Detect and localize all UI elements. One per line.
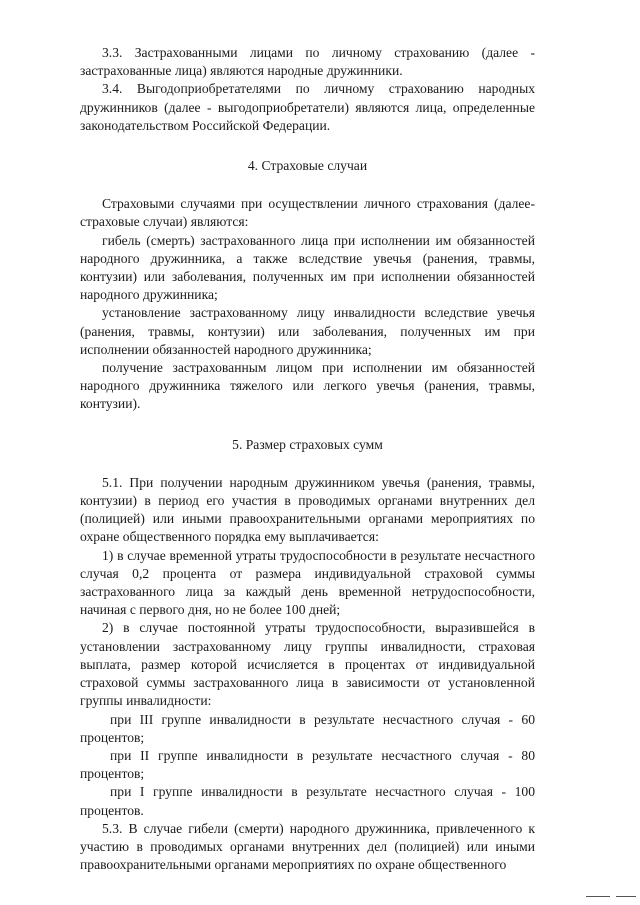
paragraph-5-1-item-2: 2) в случае постоянной утраты трудоспособности, выразившейся в установлении застрахованному лицу группы инвалидности, страховая выплата, размер которой исчисляется в процентах от индивидуальной страховой суммы застрахованного лица в зависимости от установленной группы инвалидности: [80,620,535,709]
paragraph-5-3: 5.3. В случае гибели (смерти) народного дружинника, привлеченного к участию в проводимых органами внутренних дел (полицией) или иными правоохранительными органами мероприятиях по охране общественного [80,820,535,873]
paragraph-5-1-item-1: 1) в случае временной утраты трудоспособности в результате несчастного случая 0,2 процента от размера индивидуальной страховой суммы застрахованного лица за каждый день временной нетрудоспособности, начиная с первого дня, но не более 100 дней; [80,547,535,618]
paragraph-event-death: гибель (смерть) застрахованного лица при исполнении им обязанностей народного дружинника, а также вследствие увечья (ранения, травмы, контузии) или заболевания, полученных им при исполнении обязанностей народного дружинника; [80,232,535,303]
scan-mark-left [586,896,610,897]
paragraph-insured-events-intro: Страховыми случаями при осуществлении личного страхования (далее- страховые случаи) являются: [80,196,535,230]
paragraph-group-2: при II группе инвалидности в результате несчастного случая - 80 процентов; [80,747,535,782]
section-5-title: 5. Размер страховых сумм [232,436,383,452]
paragraph-group-3: при III группе инвалидности в результате несчастного случая - 60 процентов; [80,711,535,745]
scan-mark-right [616,896,636,897]
paragraph-event-injury: получение застрахованным лицом при исполнении им обязанностей народного дружинника тяжелого или легкого увечья (ранения, травмы, контузии). [80,360,535,412]
paragraph-3-3: 3.3. Застрахованными лицами по личному страхованию (далее - застрахованные лица) являются народные дружинники. [80,45,535,79]
section-4-title: 4. Страховые случаи [247,158,368,174]
paragraph-5-1: 5.1. При получении народным дружинником увечья (ранения, травмы, контузии) в период его участия в проводимых органами внутренних дел (полицией) или иными правоохранительными органами мероприятиях по охране общественного порядка ему выплачивается: [80,474,535,545]
document-page [80,44,535,874]
paragraph-event-disability: установление застрахованному лицу инвалидности вследствие увечья (ранения, травмы, контузии) или заболевания, полученных им при исполнении обязанностей народного дружинника; [80,305,535,357]
paragraph-3-4: 3.4. Выгодоприобретателями по личному страхованию народных дружинников (далее - выгодоприобретатели) являются лица, определенные законодательством Российской Федерации. [80,81,535,133]
paragraph-group-1: при I группе инвалидности в результате несчастного случая - 100 процентов. [80,784,535,818]
